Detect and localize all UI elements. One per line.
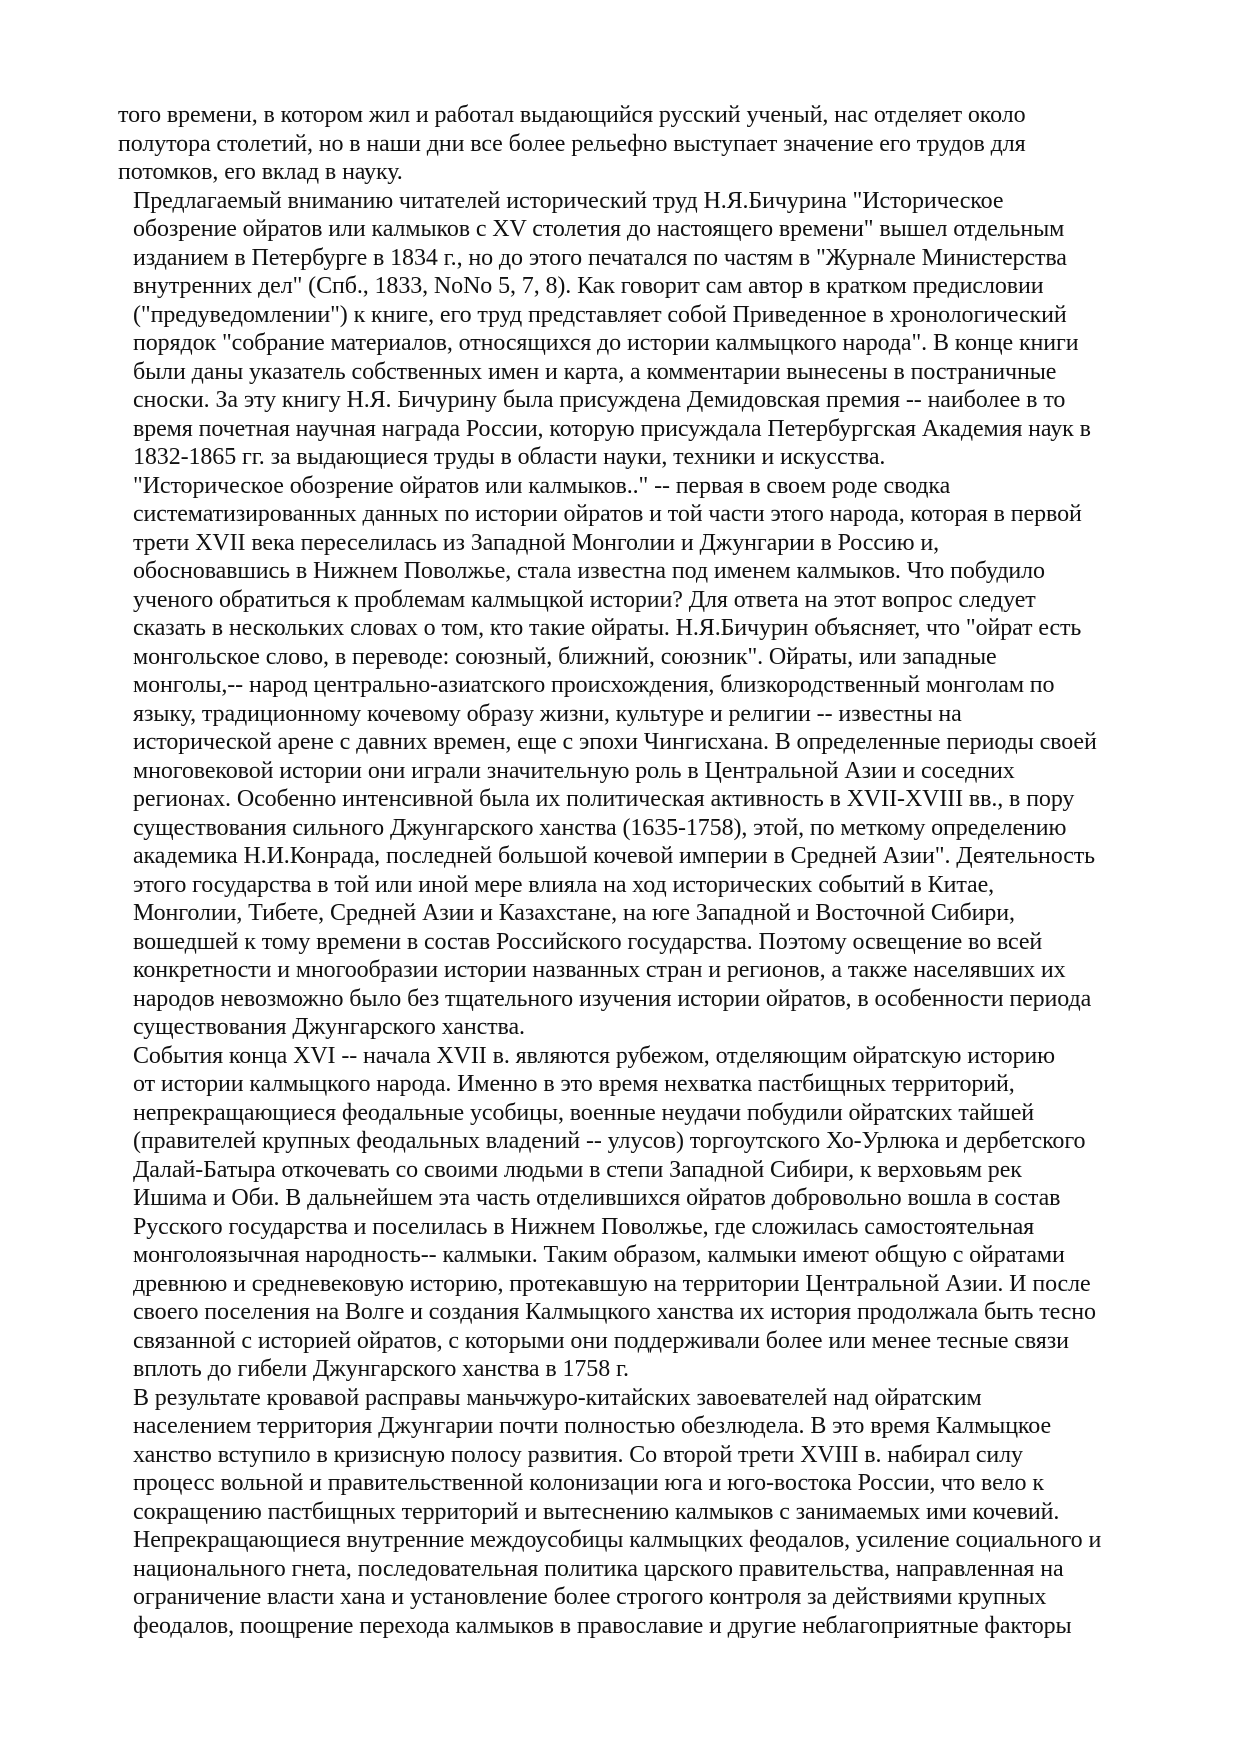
text-line: непрекращающиеся феодальные усобицы, военные неудачи побудили ойратских тайшей	[133, 1099, 1034, 1126]
text-line: 1832-1865 гг. за выдающиеся труды в области науки, техники и искусства.	[133, 444, 886, 470]
text-line: внутренних дел" (Спб., 1833, NoNo 5, 7, 8). Как говорит сам автор в кратком предисловии	[133, 273, 1044, 299]
text-line: регионах. Особенно интенсивной была их политическая активность в XVII-XVIII вв., в пору	[133, 786, 1075, 812]
text-line: существования сильного Джунгарского ханства (1635-1758), этой, по меткому определению	[133, 814, 1067, 841]
text-line: своего поселения на Волге и создания Калмыцкого ханства их история продолжала быть тесно	[133, 1299, 1096, 1325]
text-line: этого государства в той или иной мере влияла на ход исторических событий в Китае,	[133, 871, 995, 898]
text-line: феодалов, поощрение перехода калмыков в православие и другие неблагоприятные факторы	[133, 1612, 1072, 1639]
text-line: порядок "собрание материалов, относящихся до истории калмыцкого народа". В конце книги	[133, 330, 1079, 356]
text-line: национального гнета, последовательная политика царского правительства, направленная на	[133, 1555, 1064, 1582]
text-line: систематизированных данных по истории ойратов и той части этого народа, которая в первой	[133, 501, 1082, 527]
paragraph	[118, 1384, 1142, 1641]
paragraph	[118, 187, 1142, 472]
paragraph	[118, 1042, 1142, 1384]
text-line: время почетная научная награда России, которую присуждала Петербургская Академия наук в	[133, 415, 1091, 442]
text-line: вплоть до гибели Джунгарского ханства в 1758 г.	[133, 1356, 629, 1382]
text-line: вошедшей к тому времени в состав Российского государства. Поэтому освещение во всей	[133, 928, 1043, 955]
text-line: События конца XVI -- начала XVII в. являются рубежом, отделяющим ойратскую историю	[133, 1042, 1055, 1069]
text-line: населением территория Джунгарии почти полностью обезлюдела. В это время Калмыцкое	[133, 1413, 1052, 1439]
text-line: полутора столетий, но в наши дни все более рельефно выступает значение его трудов для	[118, 130, 1026, 157]
text-line: древнюю и средневековую историю, протекавшую на территории Центральной Азии. И после	[133, 1270, 1091, 1297]
text-line: сокращению пастбищных территорий и вытеснению калмыков с занимаемых ими кочевий.	[133, 1498, 1060, 1525]
text-line: Ишима и Оби. В дальнейшем эта часть отделившихся ойратов добровольно вошла в состав	[133, 1185, 1061, 1211]
text-line: ограничение власти хана и установление более строгого контроля за действиями крупных	[133, 1584, 1047, 1610]
text-line: существования Джунгарского ханства.	[133, 1014, 525, 1040]
text-line: (правителей крупных феодальных владений -- улусов) торгоутского Хо-Урлюка и дербетского	[133, 1128, 1086, 1154]
text-line: ученого обратиться к проблемам калмыцкой истории? Для ответа на этот вопрос следует	[133, 586, 1036, 613]
text-line: монгольское слово, в переводе: союзный, ближний, союзник". Ойраты, или западные	[133, 643, 997, 670]
text-line: многовековой истории они играли значительную роль в Центральной Азии и соседних	[133, 757, 1015, 784]
text-line: сказать в нескольких словах о том, кто такие ойраты. Н.Я.Бичурин объясняет, что "ойрат есть	[133, 615, 1082, 641]
document-page	[118, 101, 1142, 1640]
text-line: языку, традиционному кочевому образу жизни, культуре и религии -- известны на	[133, 700, 962, 727]
text-line: "Историческое обозрение ойратов или калмыков.." -- первая в своем роде сводка	[133, 472, 951, 499]
text-line: Предлагаемый вниманию читателей исторический труд Н.Я.Бичурина "Историческое	[133, 187, 1004, 214]
text-line: связанной с историей ойратов, с которыми они поддерживали более или менее тесные связи	[133, 1327, 1069, 1354]
text-line: того времени, в котором жил и работал выдающийся русский ученый, нас отделяет около	[118, 102, 1026, 128]
text-line: сноски. За эту книгу Н.Я. Бичурину была присуждена Демидовская премия -- наиболее в то	[133, 387, 1066, 413]
text-line: процесс вольной и правительственной колонизации юга и юго-востока России, что вело к	[133, 1470, 1044, 1496]
text-line: ("предуведомлении") к книге, его труд представляет собой Приведенное в хронологический	[133, 301, 1067, 328]
text-line: академика Н.И.Конрада, последней большой кочевой империи в Средней Азии". Деятельность	[133, 843, 1096, 869]
text-line: обосновавшись в Нижнем Поволжье, стала известна под именем калмыков. Что побудило	[133, 558, 1045, 584]
text-line: исторической арене с давних времен, еще с эпохи Чингисхана. В определенные периоды своей	[133, 729, 1097, 755]
text-line: монголоязычная народность-- калмыки. Таким образом, калмыки имеют общую с ойратами	[133, 1242, 1065, 1268]
text-line: от истории калмыцкого народа. Именно в это время нехватка пастбищных территорий,	[133, 1071, 1015, 1097]
text-line: изданием в Петербурге в 1834 г., но до этого печатался по частям в "Журнале Министерства	[133, 244, 1067, 271]
text-line: ханство вступило в кризисную полосу развития. Со второй трети XVIII в. набирал силу	[133, 1441, 1023, 1468]
text-line: Непрекращающиеся внутренние междоусобицы калмыцких феодалов, усиление социального и	[133, 1527, 1102, 1553]
text-line: были даны указатель собственных имен и карта, а комментарии вынесены в постраничные	[133, 358, 1057, 385]
text-line: Далай-Батыра откочевать со своими людьми в степи Западной Сибири, к верховьям рек	[133, 1156, 1022, 1183]
paragraph	[118, 472, 1142, 1042]
text-line: монголы,-- народ центрально-азиатского происхождения, близкородственный монголам по	[133, 672, 1055, 698]
text-line: народов невозможно было без тщательного изучения истории ойратов, в особенности периода	[133, 985, 1092, 1012]
paragraph	[118, 101, 1142, 187]
text-line: Русского государства и поселилась в Нижнем Поволжье, где сложилась самостоятельная	[133, 1213, 1035, 1240]
text-line: В результате кровавой расправы маньчжуро-китайских завоевателей над ойратским	[133, 1384, 982, 1411]
text-line: конкретности и многообразии истории названных стран и регионов, а также населявших их	[133, 957, 1066, 983]
text-line: обозрение ойратов или калмыков с XV столетия до настоящего времени" вышел отдельным	[133, 216, 1065, 242]
text-line: потомков, его вклад в науку.	[118, 159, 403, 185]
text-line: Монголии, Тибете, Средней Азии и Казахстане, на юге Западной и Восточной Сибири,	[133, 900, 1015, 926]
text-line: трети XVII века переселилась из Западной Монголии и Джунгарии в Россию и,	[133, 529, 939, 556]
